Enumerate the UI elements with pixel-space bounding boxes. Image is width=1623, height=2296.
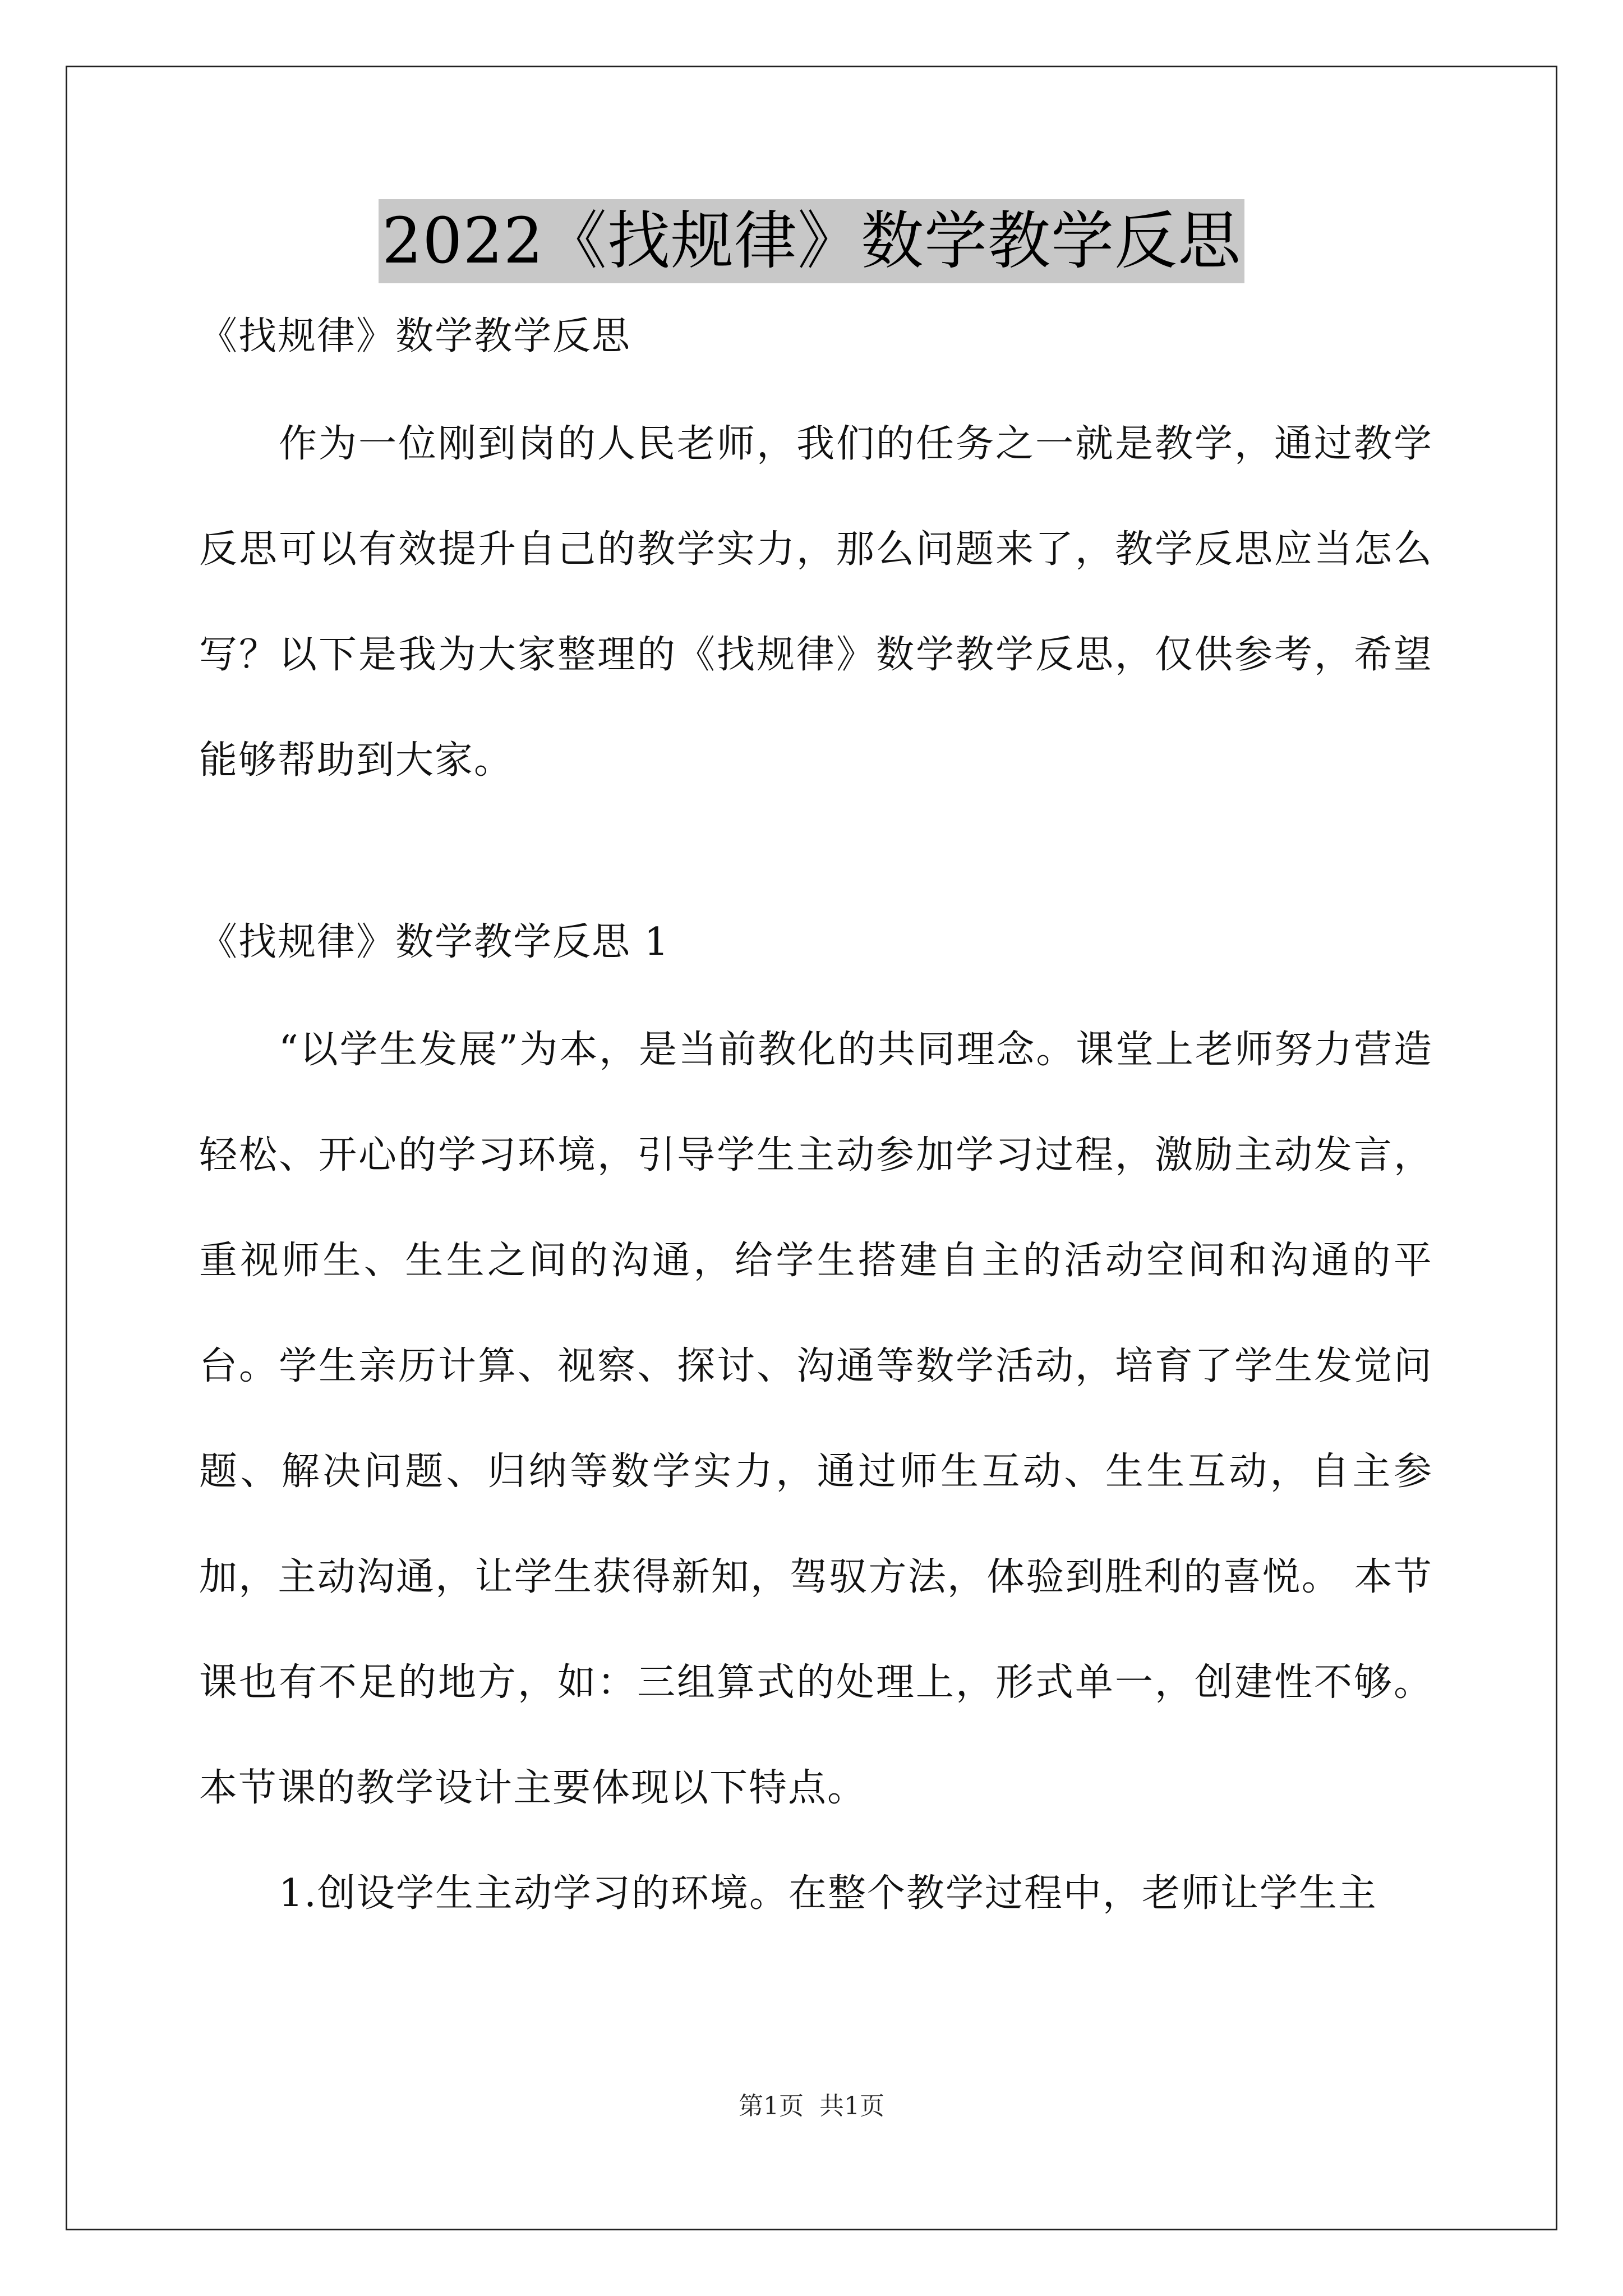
- title-container: [0, 199, 1623, 283]
- page-footer: [0, 2090, 1623, 2123]
- document-title: 2022《找规律》数学教学反思: [379, 199, 1244, 283]
- intro-paragraph: 作为一位刚到岗的人民老师，我们的任务之一就是教学，通过教学反思可以有效提升自己的教学实力，那么问题来了，教学反思应当怎么写？以下是我为大家整理的《找规律》数学教学反思，仅供参考，希望能够帮助到大家。: [199, 422, 1433, 783]
- page-number-current: 第1页: [739, 2092, 804, 2120]
- intro-heading: 《找规律》数学教学反思: [199, 314, 631, 358]
- section1-heading: 《找规律》数学教学反思 1: [199, 920, 670, 964]
- section1-list-item: 1.创设学生主动学习的环境。在整个教学过程中，老师让学生主: [279, 1871, 1377, 1916]
- page-number-total: 共1页: [819, 2092, 884, 2120]
- section1-paragraph: “以学生发展”为本，是当前教化的共同理念。课堂上老师努力营造轻松、开心的学习环境，引导学生主动参加学习过程，激励主动发言，重视师生、生生之间的沟通，给学生搭建自主的活动空间和沟通的平台。学生亲历计算、视察、探讨、沟通等数学活动，培育了学生发觉问题、解决问题、归纳等数学实力，通过师生互动、生生互动，自主参加，主动沟通，让学生获得新知，驾驭方法，体验到胜利的喜悦。 本节课也有不足的地方，如：三组算式的处理上，形式单一，创建性不够。本节课的教学设计主要体现以下特点。: [199, 1028, 1433, 1810]
- document-body: [199, 303, 1433, 1947]
